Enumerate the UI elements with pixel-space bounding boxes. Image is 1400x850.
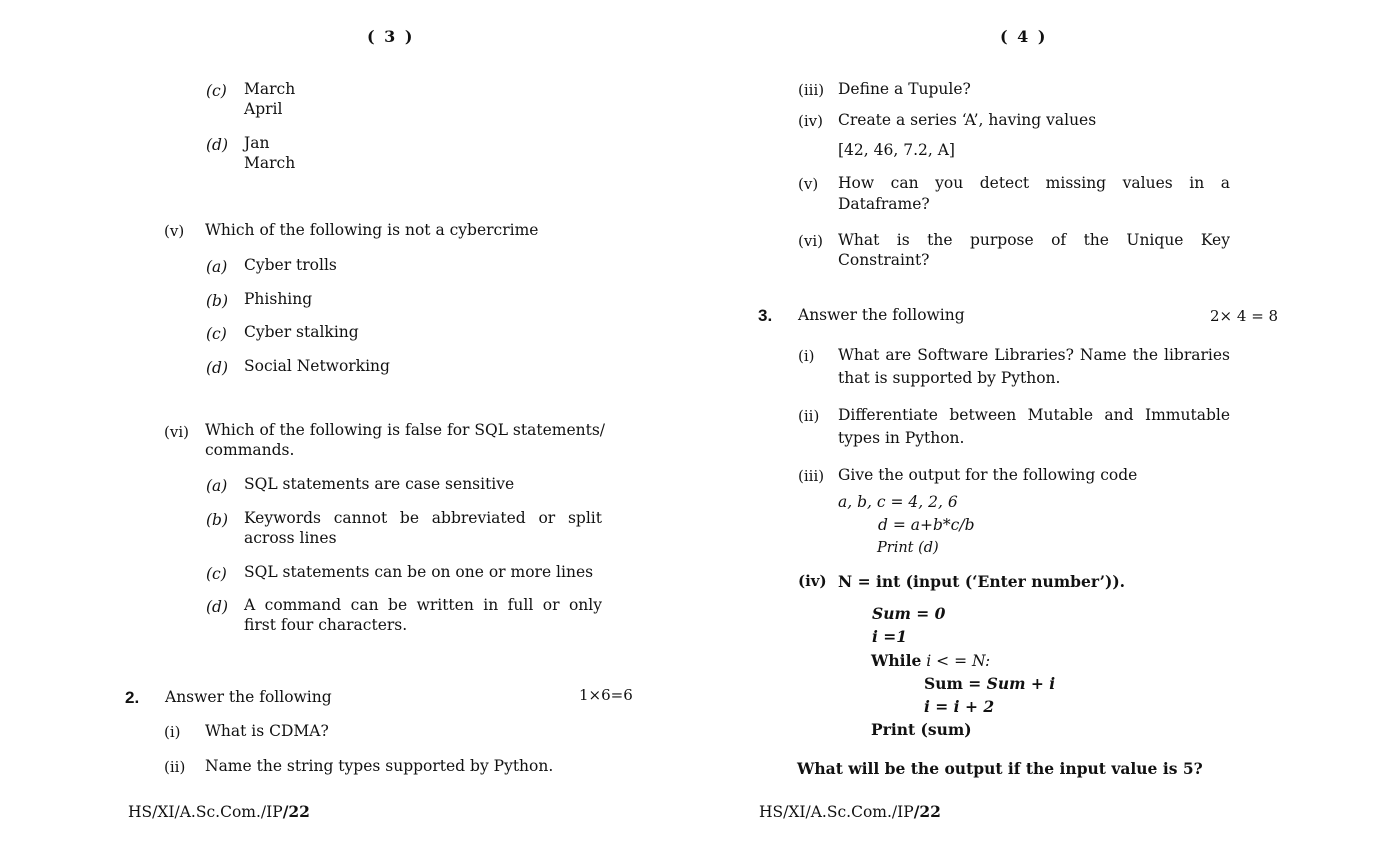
question-text: What is the purpose of the Unique Key: [838, 231, 1230, 249]
question-number: (iii): [798, 81, 825, 99]
option-text: Phishing: [244, 290, 313, 308]
option-text: March: [244, 80, 296, 98]
option-label: (a): [206, 258, 228, 276]
code-line: Print (d): [877, 540, 939, 556]
code-line: i = i + 2: [924, 697, 995, 716]
question-text: Give the output for the following code: [838, 466, 1138, 484]
option-label: (b): [206, 511, 229, 529]
question-text: What is CDMA?: [205, 722, 329, 740]
page-right: [700, 0, 1400, 850]
option-text: Keywords cannot be abbreviated or split: [244, 509, 602, 527]
code-line: While i < = N:: [871, 651, 991, 670]
question-number: (iv): [798, 572, 827, 590]
question-text: Name the string types supported by Python.: [205, 757, 554, 775]
option-text: March: [244, 154, 296, 172]
question-text: [42, 46, 7.2, A]: [838, 141, 955, 159]
question-number: (iv): [798, 112, 823, 130]
question-number: (iii): [798, 467, 825, 485]
question-text: Define a Tupule?: [838, 80, 971, 98]
option-label: (c): [206, 325, 227, 343]
option-text: Cyber trolls: [244, 256, 337, 274]
option-text: Social Networking: [244, 357, 390, 375]
question-text: How can you detect missing values in a: [838, 174, 1230, 192]
question-text: Dataframe?: [838, 195, 930, 213]
question-text: Differentiate between Mutable and Immutable: [838, 406, 1230, 424]
question-text: Which of the following is false for SQL statements/: [205, 421, 606, 439]
code-line: a, b, c = 4, 2, 6: [838, 493, 958, 511]
option-label: (d): [206, 359, 229, 377]
code-statement: N = int (input (‘Enter number’)).: [838, 572, 1126, 591]
question-number: 3.: [758, 306, 773, 325]
question-text: Create a series ‘A’, having values: [838, 111, 1097, 129]
footer-code: HS/XI/A.Sc.Com./IP/22: [759, 802, 941, 821]
question-text: Which of the following is not a cybercrime: [205, 221, 539, 239]
question-title: Answer the following: [165, 688, 332, 706]
question-text: types in Python.: [838, 429, 965, 447]
page-number: ( 3 ): [367, 27, 415, 46]
code-line: Print (sum): [871, 720, 972, 739]
option-label: (a): [206, 477, 228, 495]
code-line: Sum = Sum + i: [924, 674, 1056, 693]
page-number: ( 4 ): [1000, 27, 1048, 46]
option-label: (d): [206, 598, 229, 616]
option-text: SQL statements are case sensitive: [244, 475, 515, 493]
option-text: A command can be written in full or only: [244, 596, 602, 614]
question-number: (ii): [164, 758, 186, 776]
option-label: (b): [206, 292, 229, 310]
question-number: (v): [164, 222, 185, 240]
code-line: d = a+b*c/b: [878, 516, 975, 534]
question-number: (vi): [164, 423, 189, 441]
question-text: that is supported by Python.: [838, 369, 1061, 387]
option-label: (c): [206, 565, 227, 583]
question-number: (vi): [798, 232, 823, 250]
option-text: across lines: [244, 529, 337, 547]
option-text: SQL statements can be on one or more lines: [244, 563, 594, 581]
footer-code: HS/XI/A.Sc.Com./IP/22: [128, 802, 310, 821]
option-text: first four characters.: [244, 616, 408, 634]
question-text: commands.: [205, 441, 295, 459]
question-text: What are Software Libraries? Name the libraries: [838, 346, 1230, 364]
question-number: 2.: [125, 688, 140, 707]
closing-question: What will be the output if the input value is 5?: [797, 759, 1203, 778]
question-title: Answer the following: [798, 306, 965, 324]
question-number: (i): [798, 347, 815, 365]
question-number: (ii): [798, 407, 820, 425]
marks: 2× 4 = 8: [1210, 307, 1279, 325]
option-text: Cyber stalking: [244, 323, 359, 341]
question-number: (i): [164, 723, 181, 741]
question-number: (v): [798, 175, 819, 193]
question-text: Constraint?: [838, 251, 930, 269]
code-line: Sum = 0: [872, 604, 946, 623]
option-label: (c): [206, 82, 227, 100]
marks: 1×6=6: [579, 686, 633, 704]
code-line: i =1: [872, 627, 908, 646]
option-text: Jan: [244, 134, 270, 152]
option-text: April: [244, 100, 283, 118]
option-label: (d): [206, 136, 229, 154]
